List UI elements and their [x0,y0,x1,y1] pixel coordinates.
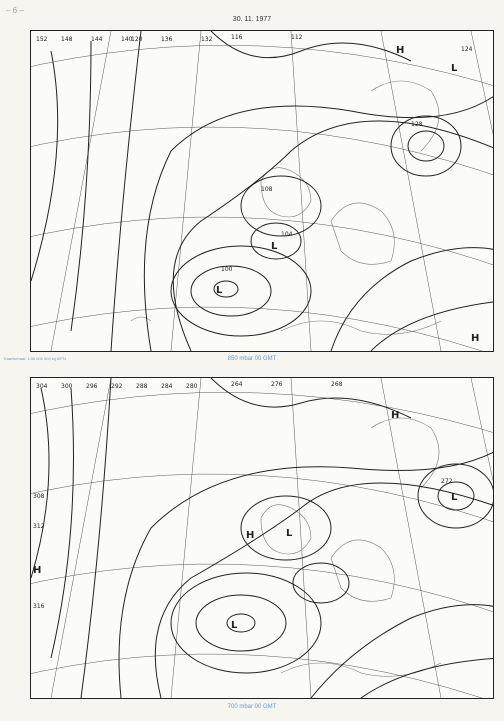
contour-label: 264 [231,381,243,388]
contour-label: 280 [186,383,198,390]
contour-label: 312 [33,523,45,530]
contour-label: 112 [291,34,303,41]
low-pressure-marker: L [271,241,278,252]
low-pressure-marker: L [451,63,458,74]
high-pressure-marker: H [471,333,480,344]
pressure-systems-850 [216,45,479,344]
scale-note: Kaartschaal: 1:30 000 000 bij 60°N [4,356,66,361]
contour-label: 288 [136,383,148,390]
chart-date: 30. 11. 1977 [232,16,272,23]
contour-label: 296 [86,383,98,390]
map-700mbar [30,377,494,699]
caption-700: 700 mbar 00 GMT [227,704,277,710]
contour-label: 152 [36,36,48,43]
contour-label: 120 [131,36,143,43]
contour-label: 136 [161,36,173,43]
page-number: – 6 – [6,6,24,15]
map-700mbar-canvas [31,378,493,698]
high-pressure-marker: H [391,410,400,421]
contour-label: 316 [33,603,45,610]
contour-label: 108 [261,186,273,193]
low-pressure-marker: L [231,620,238,631]
contour-label: 268 [331,381,343,388]
high-pressure-marker: H [246,530,255,541]
contour-labels-850 [36,34,473,273]
contour-label: 100 [221,266,233,273]
contour-label: 132 [201,36,213,43]
contour-label: 272 [441,478,453,485]
contour-label: 276 [271,381,283,388]
contour-label: 128 [411,121,423,128]
caption-850: 850 mbar 00 GMT [227,356,277,362]
contour-label: 304 [36,383,48,390]
contour-label: 148 [61,36,73,43]
contour-label: 116 [231,34,243,41]
low-pressure-marker: L [216,285,223,296]
low-pressure-marker: L [286,528,293,539]
map-850mbar [30,30,494,352]
contour-label: 292 [111,383,123,390]
map-850mbar-canvas [31,31,493,351]
pressure-systems-700 [33,410,458,631]
contour-label: 104 [281,231,293,238]
low-pressure-marker: L [451,492,458,503]
contour-label: 144 [91,36,103,43]
high-pressure-marker: H [396,45,405,56]
contour-label: 308 [33,493,45,500]
contour-label: 300 [61,383,73,390]
contour-label: 284 [161,383,173,390]
contour-label: 140 [121,36,133,43]
high-pressure-marker: H [33,565,42,576]
contour-labels-700 [33,381,453,610]
contour-label: 124 [461,46,473,53]
